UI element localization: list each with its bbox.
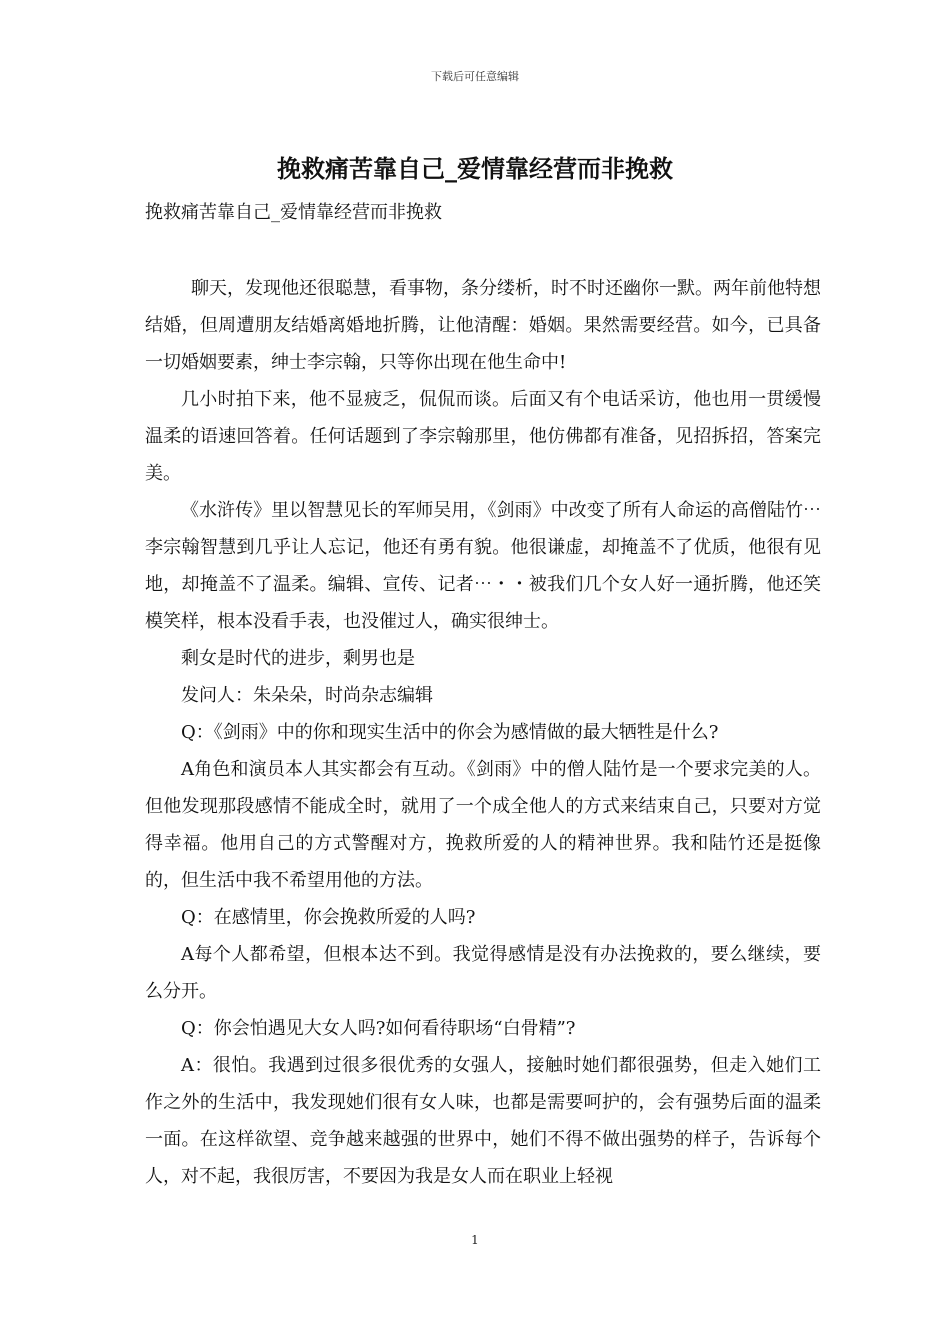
page-number: 1 xyxy=(471,1233,479,1247)
paragraph: 剩女是时代的进步，剩男也是 xyxy=(181,648,415,669)
paragraph: A每个人都希望，但根本达不到。我觉得感情是没有办法挽救的，要么继续，要么分开。 xyxy=(145,944,821,1002)
document-body xyxy=(145,270,821,1195)
page-header-note: 下载后可任意编辑 xyxy=(431,70,519,83)
paragraph: 发问人：朱朵朵，时尚杂志编辑 xyxy=(181,685,433,706)
paragraph: Q：你会怕遇见大女人吗?如何看待职场“白骨精”? xyxy=(181,1018,576,1039)
paragraph: A角色和演员本人其实都会有互动。《剑雨》中的僧人陆竹是一个要求完美的人。但他发现那段感情不能成全时，就用了一个成全他人的方式来结束自己，只要对方觉得幸福。他用自己的方式警醒对方，挽救所爱的人的精神世界。我和陆竹还是挺像的，但生活中我不希望用他的方法。 xyxy=(145,759,821,891)
document-title: 挽救痛苦靠自己_爱情靠经营而非挽救 xyxy=(277,154,673,183)
paragraph: 《水浒传》里以智慧见长的军师吴用，《剑雨》中改变了所有人命运的高僧陆竹⋯李宗翰智慧到几乎让人忘记，他还有勇有貌。他很谦虚，却掩盖不了优质，他很有见地，却掩盖不了温柔。编辑、宣传、记者⋯・・被我们几个女人好一通折腾，他还笑模笑样，根本没看手表，也没催过人，确实很绅士。 xyxy=(145,500,821,632)
paragraph: A：很怕。我遇到过很多很优秀的女强人，接触时她们都很强势，但走入她们工作之外的生活中，我发现她们很有女人味，也都是需要呵护的，会有强势后面的温柔一面。在这样欲望、竞争越来越强的世界中，她们不得不做出强势的样子，告诉每个人，对不起，我很厉害，不要因为我是女人而在职业上轻视 xyxy=(145,1055,821,1187)
paragraph: Q：在感情里，你会挽救所爱的人吗? xyxy=(181,907,476,928)
paragraph: 聊天，发现他还很聪慧，看事物，条分缕析，时不时还幽你一默。两年前他特想结婚，但周遭朋友结婚离婚地折腾，让他清醒：婚姻。果然需要经营。如今，已具备一切婚姻要素，绅士李宗翰，只等你出现在他生命中! xyxy=(145,278,821,373)
paragraph: 几小时拍下来，他不显疲乏，侃侃而谈。后面又有个电话采访，他也用一贯缓慢温柔的语速回答着。任何话题到了李宗翰那里，他仿佛都有准备，见招拆招，答案完美。 xyxy=(145,389,821,484)
document-subtitle: 挽救痛苦靠自己_爱情靠经营而非挽救 xyxy=(145,202,442,223)
paragraph: Q：《剑雨》中的你和现实生活中的你会为感情做的最大牺牲是什么? xyxy=(181,722,719,743)
